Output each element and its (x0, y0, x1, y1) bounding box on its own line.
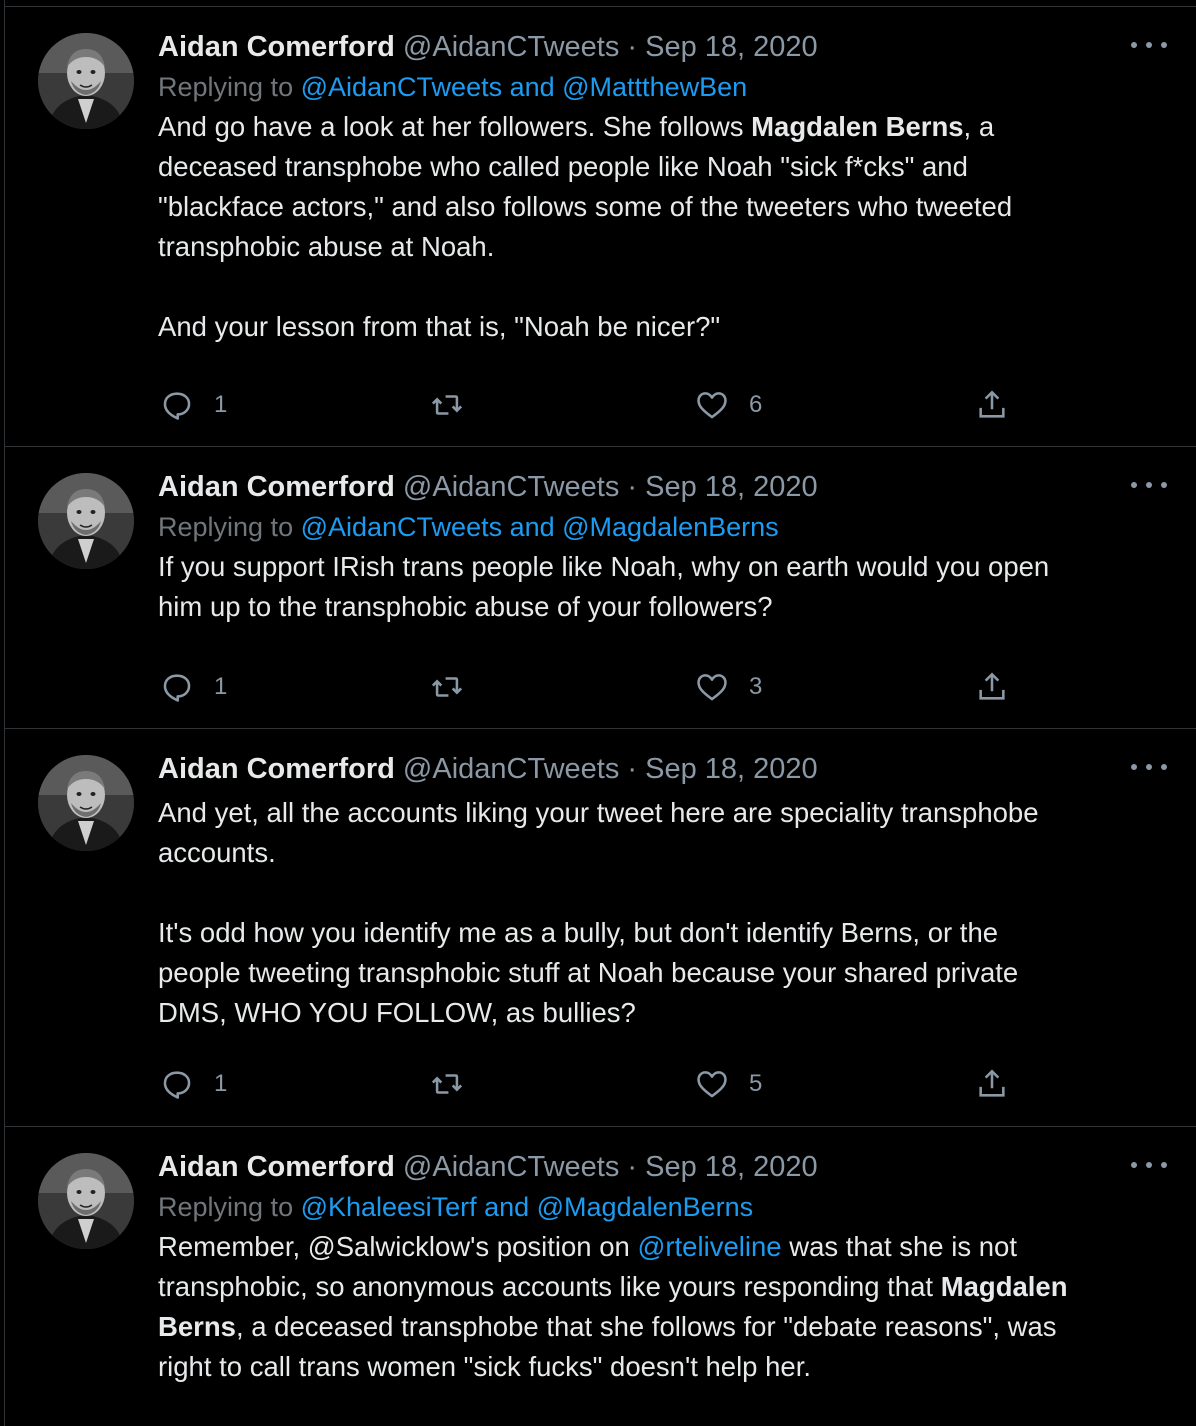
replying-to (158, 1187, 1168, 1227)
replying-to-mentions[interactable]: @AidanCTweets and @MattthewBen (300, 72, 748, 102)
tweet[interactable] (5, 6, 1196, 446)
retweet-icon (430, 388, 464, 422)
author-handle[interactable]: @AidanCTweets (402, 1151, 620, 1183)
share-icon (975, 1067, 1009, 1101)
retweet-icon (430, 670, 464, 704)
avatar[interactable] (38, 1153, 134, 1249)
tweet-text-part: was that she is not transphobic, so anonymous accounts like yours responding that (158, 1231, 1017, 1302)
tweet[interactable] (5, 1126, 1196, 1426)
heart-icon (695, 388, 729, 422)
replying-to-prefix: Replying to (158, 72, 301, 102)
tweet-header (158, 467, 1168, 507)
tweet-text-bold: Magdalen Berns (158, 1271, 1068, 1342)
author-name[interactable]: Aidan Comerford (158, 471, 395, 503)
tweet-text-bold: Magdalen Berns (751, 111, 964, 142)
more-horizontal-icon[interactable] (1131, 1155, 1167, 1175)
tweet-date[interactable]: Sep 18, 2020 (645, 31, 818, 63)
author-name[interactable]: Aidan Comerford (158, 31, 395, 63)
author-name[interactable]: Aidan Comerford (158, 753, 395, 785)
tweet-date[interactable]: Sep 18, 2020 (645, 753, 818, 785)
reply-button[interactable] (160, 385, 227, 425)
reply-icon (160, 1067, 194, 1101)
tweet[interactable] (5, 728, 1196, 1126)
tweet-text-part: If you support IRish trans people like Noah, why on earth would you open him up to the transphobic abuse of your followers? (158, 551, 1050, 622)
author-name[interactable]: Aidan Comerford (158, 1151, 395, 1183)
avatar[interactable] (38, 33, 134, 129)
replying-to-mentions[interactable]: @KhaleesiTerf and @MagdalenBerns (300, 1192, 754, 1222)
author-handle[interactable]: @AidanCTweets (402, 31, 620, 63)
like-count: 5 (749, 1070, 763, 1097)
reply-count: 1 (214, 391, 228, 418)
reply-button[interactable] (160, 1064, 227, 1104)
retweet-icon (430, 1067, 464, 1101)
like-button[interactable] (695, 385, 762, 425)
tweet-header (158, 27, 1168, 67)
replying-to (158, 67, 1168, 107)
more-horizontal-icon[interactable] (1131, 475, 1167, 495)
avatar[interactable] (38, 473, 134, 569)
tweet-header (158, 749, 1168, 789)
reply-icon (160, 388, 194, 422)
like-count: 6 (749, 391, 763, 418)
retweet-button[interactable] (430, 1064, 484, 1104)
tweet[interactable] (5, 446, 1196, 728)
separator: · (627, 31, 638, 63)
author-handle[interactable]: @AidanCTweets (402, 753, 620, 785)
retweet-button[interactable] (430, 385, 484, 425)
reply-count: 1 (214, 673, 228, 700)
replying-to-prefix: Replying to (158, 1192, 301, 1222)
share-button[interactable] (975, 667, 1009, 707)
like-button[interactable] (695, 1064, 762, 1104)
tweet-actions (160, 385, 1040, 425)
share-icon (975, 388, 1009, 422)
tweet-date[interactable]: Sep 18, 2020 (645, 471, 818, 503)
tweet-text (158, 107, 1168, 347)
avatar[interactable] (38, 755, 134, 851)
reply-count: 1 (214, 1070, 228, 1097)
replying-to-prefix: Replying to (158, 512, 301, 542)
tweet-body (158, 749, 1168, 1033)
tweet-text (158, 1227, 1168, 1387)
like-button[interactable] (695, 667, 762, 707)
more-horizontal-icon[interactable] (1131, 35, 1167, 55)
replying-to (158, 507, 1168, 547)
tweet-actions (160, 667, 1040, 707)
tweet-body (158, 1147, 1168, 1387)
heart-icon (695, 670, 729, 704)
separator: · (627, 1151, 638, 1183)
author-handle[interactable]: @AidanCTweets (402, 471, 620, 503)
heart-icon (695, 1067, 729, 1101)
tweet-actions (160, 1064, 1040, 1104)
retweet-button[interactable] (430, 667, 484, 707)
tweet-text-part: , a deceased transphobe that she follows for "debate reasons", was right to call trans women "sick fucks" doesn't help her. (158, 1311, 1057, 1382)
tweet-text (158, 793, 1168, 1033)
tweet-date[interactable]: Sep 18, 2020 (645, 1151, 818, 1183)
tweet-text-part: And yet, all the accounts liking your tweet here are speciality transphobe accounts. It's odd how you identify me as a bully, but don't identify Berns, or the people tweeting transphobic stuff at Noah because your shared private DMS, WHO YOU FOLLOW, as bullies? (158, 797, 1039, 1028)
more-horizontal-icon[interactable] (1131, 757, 1167, 777)
share-button[interactable] (975, 1064, 1009, 1104)
reply-icon (160, 670, 194, 704)
share-icon (975, 670, 1009, 704)
tweet-text (158, 547, 1168, 627)
tweet-timeline (4, 0, 1196, 1426)
tweet-header (158, 1147, 1168, 1187)
tweet-text-part: Remember, @Salwicklow's position on (158, 1231, 638, 1262)
like-count: 3 (749, 673, 763, 700)
separator: · (627, 471, 638, 503)
separator: · (627, 753, 638, 785)
share-button[interactable] (975, 385, 1009, 425)
reply-button[interactable] (160, 667, 227, 707)
tweet-body (158, 27, 1168, 347)
tweet-text-part: And go have a look at her followers. She follows (158, 111, 752, 142)
mention-link[interactable]: @rteliveline (637, 1231, 782, 1262)
replying-to-mentions[interactable]: @AidanCTweets and @MagdalenBerns (300, 512, 779, 542)
tweet-text-part: , a deceased transphobe who called people like Noah "sick f*cks" and "blackface actors," and also follows some of the tweeters who tweeted transphobic abuse at Noah. And your lesson from that is, "Noah be nicer?" (158, 111, 1013, 342)
tweet-body (158, 467, 1168, 627)
